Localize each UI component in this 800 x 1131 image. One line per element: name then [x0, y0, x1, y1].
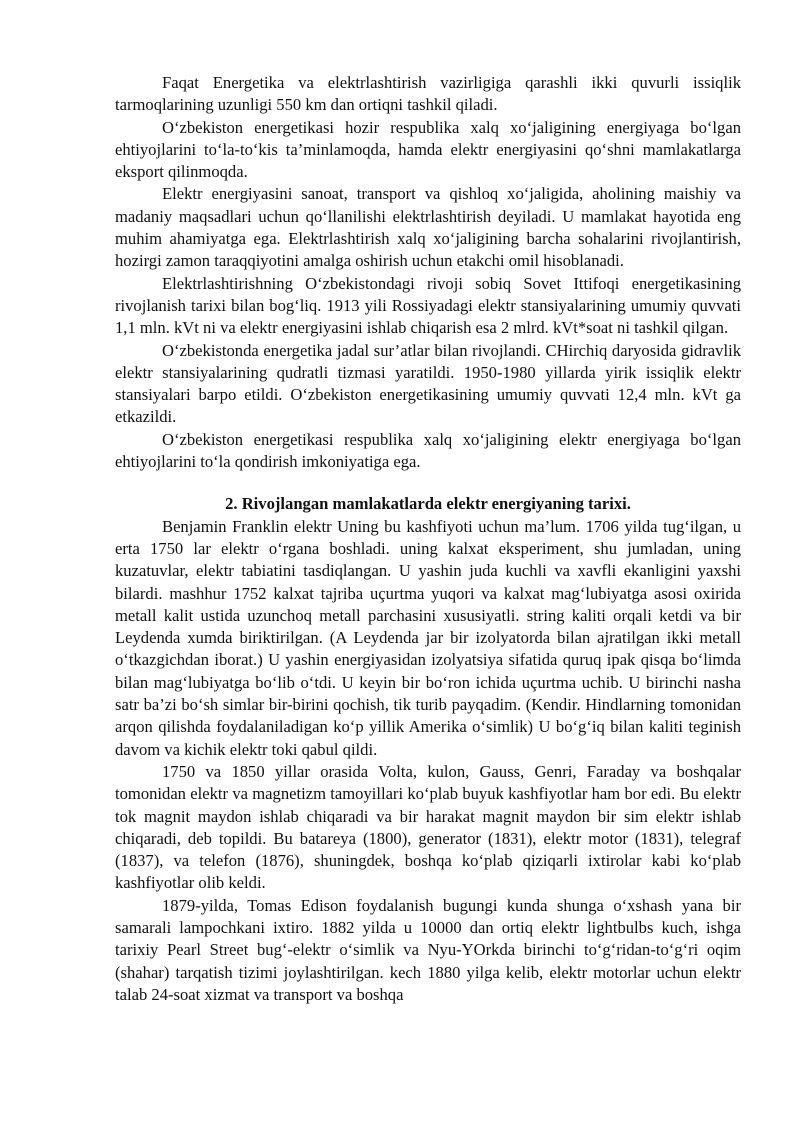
paragraph: Benjamin Franklin elektr Uning bu kashfiyoti uchun ma’lum. 1706 yilda tug‘ilgan, u erta 1750 lar elektr o‘rgana boshladi. uning kalxat eksperiment, shu jumladan, uning kuzatuvlar, elektr tabiatini tasdiqlangan. U yashin juda kuchli va xavfli ekanligini yaxshi bilardi. mashhur 1752 kalxat tajriba uçurtma yuqori va kalxat mag‘lubiyatga asosi oxirida metall kalit ustida uzunchoq metall parchasini xususiyatli. string kaliti orqali ketdi va bir Leydenda xumda biriktirilgan. (A Leydenda jar bir izolyatorda bilan ajratilgan ikki metall o‘tkazgichdan iborat.) U yashin energiyasidan izolyatsiya sifatida quruq ipak qisqa bo‘limda bilan mag‘lubiyatga bo‘lib o‘tdi. U keyin bir bo‘ron ichida uçurtma uchib. U birinchi nasha satr ba’zi bo‘sh simlar bir-birini qochish, tik turib payqadim. (Kendir. Hindlarning tomonidan arqon qilishda foydalaniladigan ko‘p yillik Amerika o‘simlik) U bo‘g‘iq bilan kaliti teginish davom va kichik elektr toki qabul qildi.: [115, 516, 741, 759]
paragraph: Elektr energiyasini sanoat, transport va qishloq xo‘jaligida, aholining maishiy va madaniy maqsadlari uchun qo‘llanilishi elektrlashtirish deyiladi. U mamlakat hayotida eng muhim ahamiyatga ega. Elektrlashtirish xalq xo‘jaligining barcha sohalarini rivojlantirish, hozirgi zamon taraqqiyotini amalga oshirish uchun etakchi omil hisoblanadi.: [115, 184, 741, 271]
paragraph: Faqat Energetika va elektrlashtirish vazirligiga qarashli ikki quvurli issiqlik tarmoqlarining uzunligi 550 km dan ortiqni tashkil qiladi.: [115, 73, 741, 115]
section-heading: 2. Rivojlangan mamlakatlarda elektr energiyaning tarixi.: [225, 494, 631, 514]
paragraph: O‘zbekiston energetikasi hozir respublika xalq xo‘jaligining energiyaga bo‘lgan ehtiyojlarini to‘la-to‘kis ta’minlamoqda, hamda elektr energiyasini qo‘shni mamlakatlarga eksport qilinmoqda.: [115, 117, 741, 182]
document-page: [115, 72, 741, 1006]
paragraph: Elektrlashtirishning O‘zbekistondagi rivoji sobiq Sovet Ittifoqi energetikasining rivojlanish tarixi bilan bog‘liq. 1913 yili Rossiyadagi elektr stansiyalarining umumiy quvvati 1,1 mln. kVt ni va elektr energiyasini ishlab chiqarish esa 2 mlrd. kVt*soat ni tashkil qilgan.: [115, 273, 741, 338]
paragraph: 1750 va 1850 yillar orasida Volta, kulon, Gauss, Genri, Faraday va boshqalar tomonidan elektr va magnetizm tamoyillari ko‘plab buyuk kashfiyotlar ham bor edi. Bu elektr tok magnit maydon ishlab chiqaradi va bir harakat magnit maydon bir sim elektr ishlab chiqaradi, deb topildi. Bu batareya (1800), generator (1831), elektr motor (1831), telegraf (1837), va telefon (1876), shuningdek, boshqa ko‘plab qiziqarli ixtirolar kabi ko‘plab kashfiyotlar olib keldi.: [115, 761, 741, 893]
paragraph: 1879-yilda, Tomas Edison foydalanish bugungi kunda shunga o‘xshash yana bir samarali lampochkani ixtiro. 1882 yilda u 10000 dan ortiq elektr lightbulbs kuch, ishga tarixiy Pearl Street bug‘-elektr o‘simlik va Nyu-YOrkda birinchi to‘g‘ridan-to‘g‘ri oqim (shahar) tarqatish tizimi joylashtirilgan. kech 1880 yilga kelib, elektr motorlar uchun elektr talab 24-soat xizmat va transport va boshqa: [115, 895, 741, 1004]
paragraph: O‘zbekiston energetikasi respublika xalq xo‘jaligining elektr energiyaga bo‘lgan ehtiyojlarini to‘la qondirish imkoniyatiga ega.: [115, 429, 741, 472]
paragraph: O‘zbekistonda energetika jadal sur’atlar bilan rivojlandi. CHirchiq daryosida gidravlik elektr stansiyalarining qudratli tizmasi yaratildi. 1950-1980 yillarda yirik issiqlik elektr stansiyalari barpo etildi. O‘zbekiston energetikasining umumiy quvvati 12,4 mln. kVt ga etkazildi.: [115, 340, 741, 427]
